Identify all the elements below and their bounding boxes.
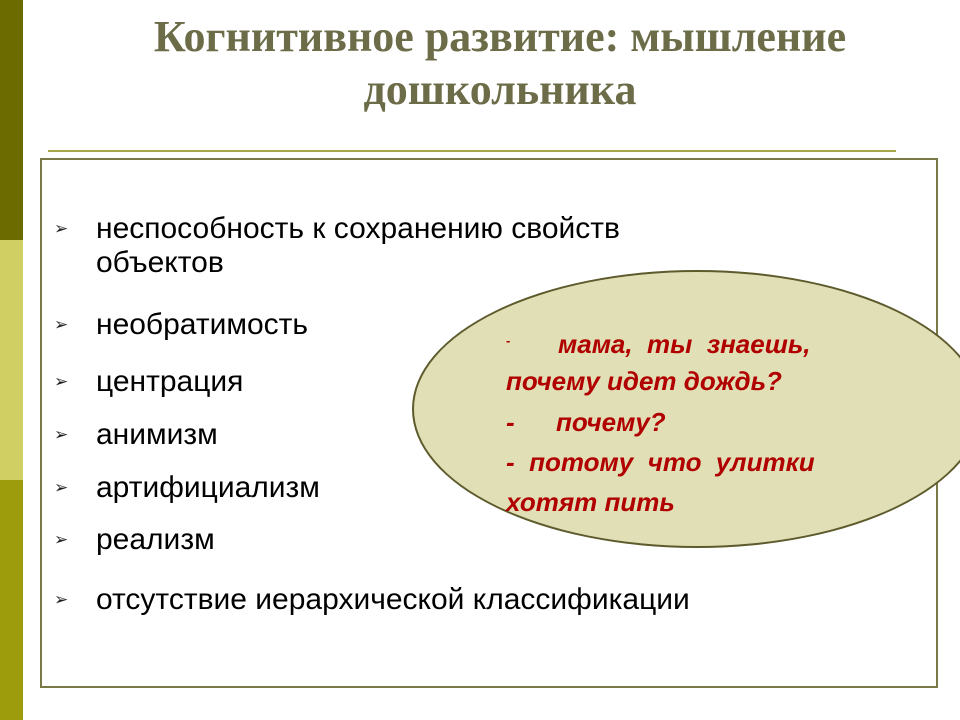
side-stripe-middle bbox=[0, 240, 23, 480]
bullet-text: артифициализм bbox=[96, 471, 320, 504]
side-stripe-top bbox=[0, 0, 23, 240]
bullet-text: центрация bbox=[96, 365, 244, 398]
speech-bubble bbox=[412, 270, 960, 548]
dialogue-line-3 bbox=[506, 407, 666, 437]
arrow-bullet-icon: ➢ bbox=[54, 590, 69, 609]
dialogue-line-5: хотят пить bbox=[506, 487, 675, 517]
bullet-text-line-1: неспособность к сохранению свойств bbox=[96, 212, 620, 245]
arrow-bullet-icon: ➢ bbox=[54, 315, 69, 334]
dialogue-line-3-text: почему? bbox=[556, 407, 666, 437]
dialogue-line-1-text: мама, ты знаешь, bbox=[558, 329, 811, 359]
bullet-text: анимизм bbox=[96, 418, 218, 451]
slide-title bbox=[40, 10, 960, 116]
arrow-bullet-icon: ➢ bbox=[54, 478, 69, 497]
dialogue-dash: - bbox=[506, 407, 515, 437]
arrow-bullet-icon: ➢ bbox=[54, 425, 69, 444]
side-stripe-bottom bbox=[0, 480, 23, 720]
arrow-bullet-icon: ➢ bbox=[54, 219, 69, 238]
bullet-text: необратимость bbox=[96, 308, 309, 341]
bullet-text: реализм bbox=[96, 523, 215, 556]
bullet-text: отсутствие иерархической классификации bbox=[96, 583, 690, 616]
dialogue-line-1 bbox=[506, 326, 811, 359]
dialogue-dash-small: - bbox=[506, 333, 511, 348]
dialogue-line-4: - потому что улитки bbox=[506, 447, 815, 477]
title-divider bbox=[48, 150, 896, 152]
bullet-text-line-2: объектов bbox=[96, 246, 224, 279]
slide-title-line-1: Когнитивное развитие: мышление bbox=[153, 12, 847, 61]
arrow-bullet-icon: ➢ bbox=[54, 530, 69, 549]
slide-title-line-2: дошкольника bbox=[363, 65, 637, 114]
bullet-item-no-hierarchical-classification bbox=[54, 583, 836, 617]
arrow-bullet-icon: ➢ bbox=[54, 372, 69, 391]
dialogue-line-2: почему идет дождь? bbox=[506, 366, 782, 396]
